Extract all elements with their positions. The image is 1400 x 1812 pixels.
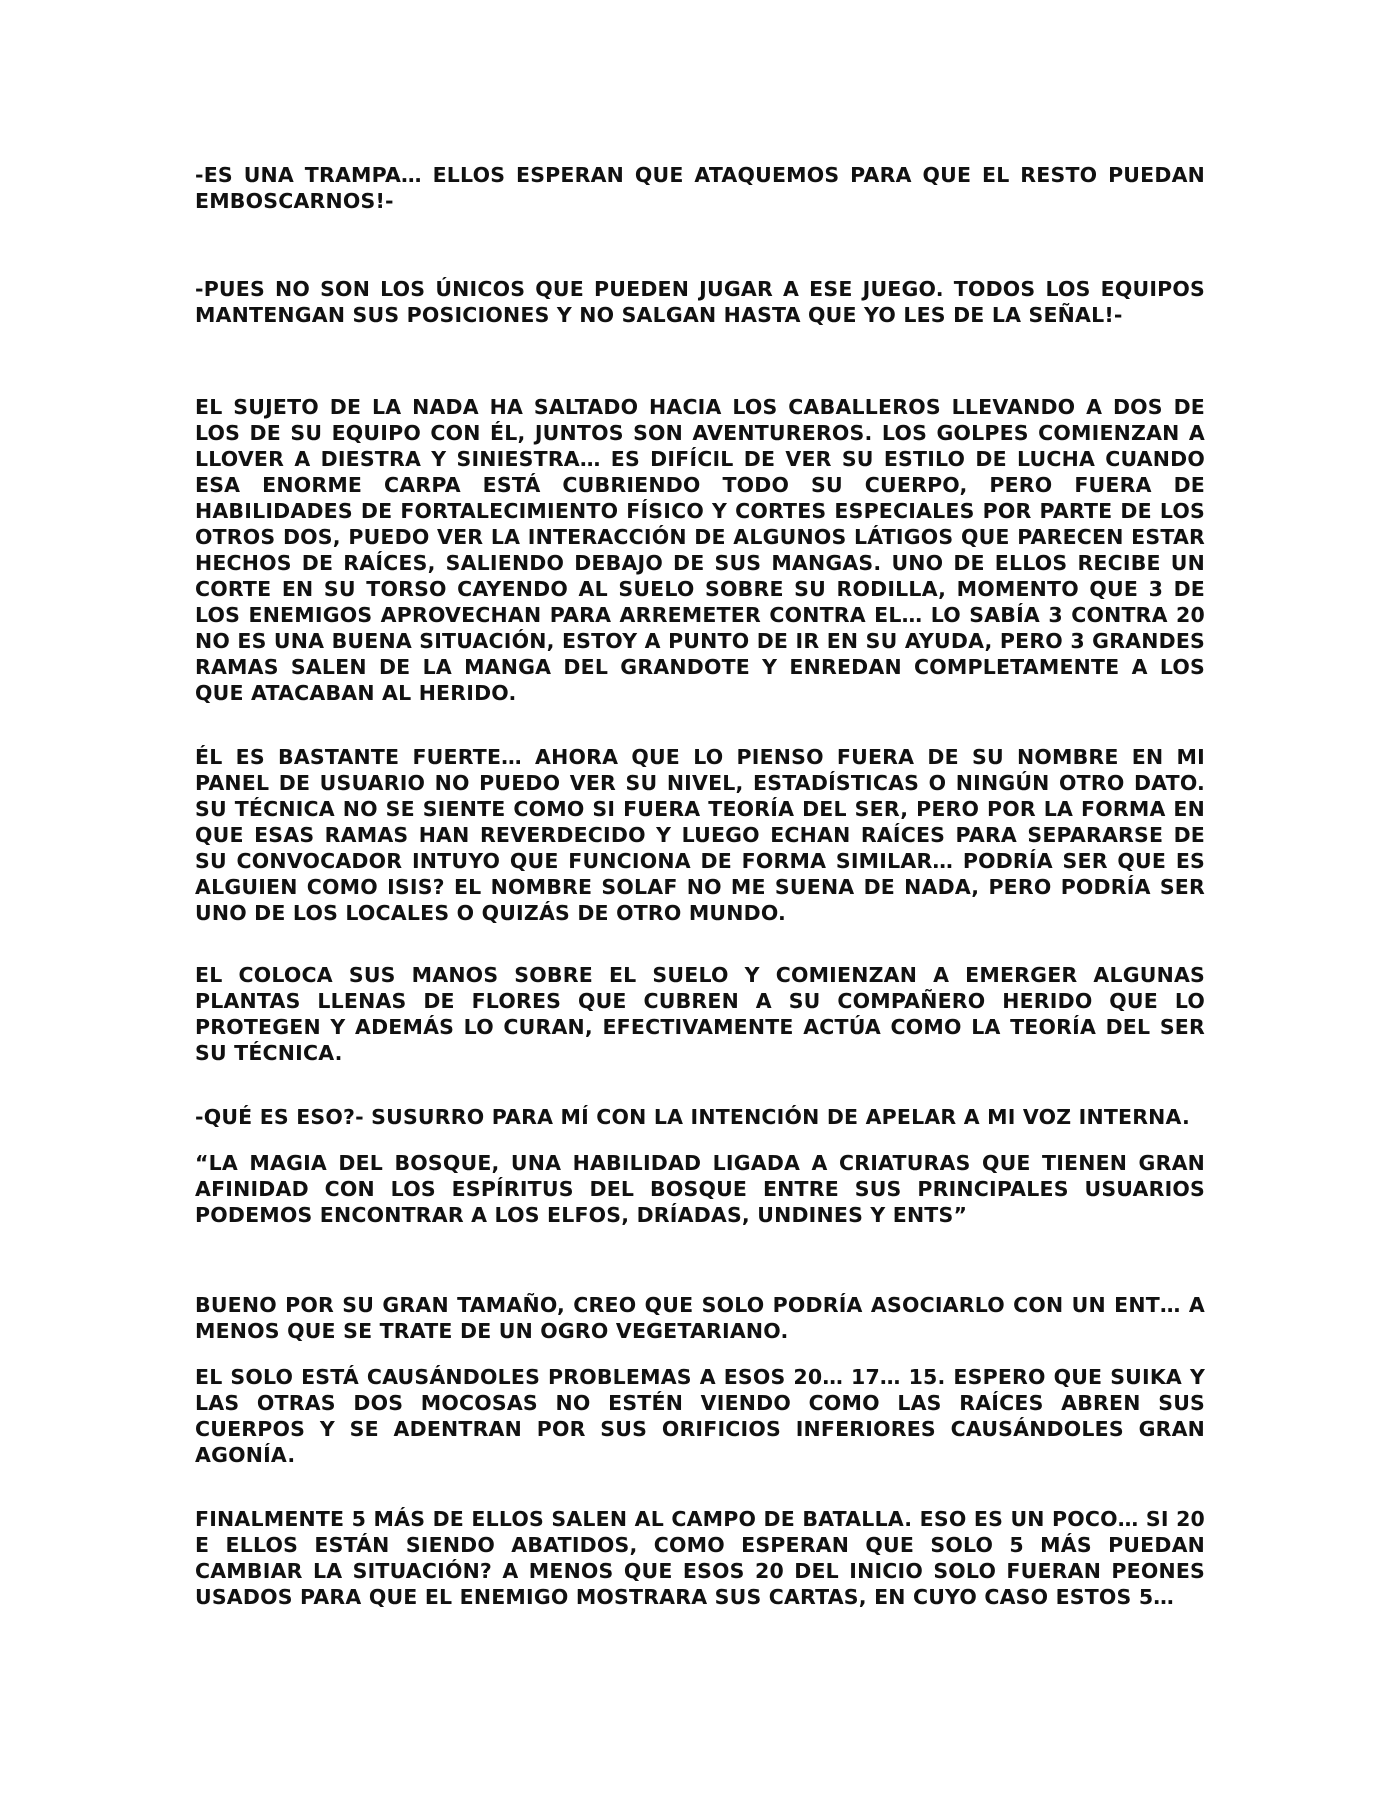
paragraph-ent-guess: BUENO POR SU GRAN TAMAÑO, CREO QUE SOLO PODRÍA ASOCIARLO CON UN ENT… A MENOS QUE SE TRATE DE UN OGRO VEGETARIANO. xyxy=(195,1293,1205,1343)
paragraph-solaf-thoughts: ÉL ES BASTANTE FUERTE… AHORA QUE LO PIENSO FUERA DE SU NOMBRE EN MI PANEL DE USUARIO NO PUEDO VER SU NIVEL, ESTADÍSTICAS O NINGÚN OTRO DATO. SU TÉCNICA NO SE SIENTE COMO SI FUERA TEORÍA DEL SER, PERO POR LA FORMA EN QUE ESAS RAMAS HAN REVERDECIDO Y LUEGO ECHAN RAÍCES PARA SEPARARSE DE SU CONVOCADOR INTUYO QUE FUNCIONA DE FORMA SIMILAR… PODRÍA SER QUE ES ALGUIEN COMO ISIS? EL NOMBRE SOLAF NO ME SUENA DE NADA, PERO PODRÍA SER UNO DE LOS LOCALES O QUIZÁS DE OTRO MUNDO. xyxy=(195,745,1205,925)
paragraph-forest-magic: “LA MAGIA DEL BOSQUE, UNA HABILIDAD LIGADA A CRIATURAS QUE TIENEN GRAN AFINIDAD CON LOS ESPÍRITUS DEL BOSQUE ENTRE SUS PRINCIPALES USUARIOS PODEMOS ENCONTRAR A LOS ELFOS, DRÍADAS, UNDINES Y ENTS” xyxy=(195,1151,1205,1227)
paragraph-battle-description: EL SUJETO DE LA NADA HA SALTADO HACIA LOS CABALLEROS LLEVANDO A DOS DE LOS DE SU EQUIPO CON ÉL, JUNTOS SON AVENTUREROS. LOS GOLPES COMIENZAN A LLOVER A DIESTRA Y SINIESTRA… ES DIFÍCIL DE VER SU ESTILO DE LUCHA CUANDO ESA ENORME CARPA ESTÁ CUBRIENDO TODO SU CUERPO, PERO FUERA DE HABILIDADES DE FORTALECIMIENTO FÍSICO Y CORTES ESPECIALES POR PARTE DE LOS OTROS DOS, PUEDO VER LA INTERACCIÓN DE ALGUNOS LÁTIGOS QUE PARECEN ESTAR HECHOS DE RAÍCES, SALIENDO DEBAJO DE SUS MANGAS. UNO DE ELLOS RECIBE UN CORTE EN SU TORSO CAYENDO AL SUELO SOBRE SU RODILLA, MOMENTO QUE 3 DE LOS ENEMIGOS APROVECHAN PARA ARREMETER CONTRA EL… LO SABÍA 3 CONTRA 20 NO ES UNA BUENA SITUACIÓN, ESTOY A PUNTO DE IR EN SU AYUDA, PERO 3 GRANDES RAMAS SALEN DE LA MANGA DEL GRANDOTE Y ENREDAN COMPLETAMENTE A LOS QUE ATACABAN AL HERIDO. xyxy=(195,395,1205,705)
paragraph-whisper-question: -QUÉ ES ESO?- SUSURRO PARA MÍ CON LA INTENCIÓN DE APELAR A MI VOZ INTERNA. xyxy=(195,1105,1190,1129)
paragraph-five-more: FINALMENTE 5 MÁS DE ELLOS SALEN AL CAMPO DE BATALLA. ESO ES UN POCO… SI 20 E ELLOS ESTÁN SIENDO ABATIDOS, COMO ESPERAN QUE SOLO 5 MÁS PUEDAN CAMBIAR LA SITUACIÓN? A MENOS QUE ESOS 20 DEL INICIO SOLO FUERAN PEONES USADOS PARA QUE EL ENEMIGO MOSTRARA SUS CARTAS, EN CUYO CASO ESTOS 5… xyxy=(195,1507,1205,1609)
paragraph-hold-positions: -PUES NO SON LOS ÚNICOS QUE PUEDEN JUGAR A ESE JUEGO. TODOS LOS EQUIPOS MANTENGAN SUS POSICIONES Y NO SALGAN HASTA QUE YO LES DE LA SEÑAL!- xyxy=(195,277,1205,327)
paragraph-trap-warning: -ES UNA TRAMPA… ELLOS ESPERAN QUE ATAQUEMOS PARA QUE EL RESTO PUEDAN EMBOSCARNOS!- xyxy=(195,163,1205,213)
paragraph-healing-plants: EL COLOCA SUS MANOS SOBRE EL SUELO Y COMIENZAN A EMERGER ALGUNAS PLANTAS LLENAS DE FLORES QUE CUBREN A SU COMPAÑERO HERIDO QUE LO PROTEGEN Y ADEMÁS LO CURAN, EFECTIVAMENTE ACTÚA COMO LA TEORÍA DEL SER SU TÉCNICA. xyxy=(195,963,1205,1065)
paragraph-enemy-count: EL SOLO ESTÁ CAUSÁNDOLES PROBLEMAS A ESOS 20… 17… 15. ESPERO QUE SUIKA Y LAS OTRAS DOS MOCOSAS NO ESTÉN VIENDO COMO LAS RAÍCES ABREN SUS CUERPOS Y SE ADENTRAN POR SUS ORIFICIOS INFERIORES CAUSÁNDOLES GRAN AGONÍA. xyxy=(195,1365,1205,1467)
